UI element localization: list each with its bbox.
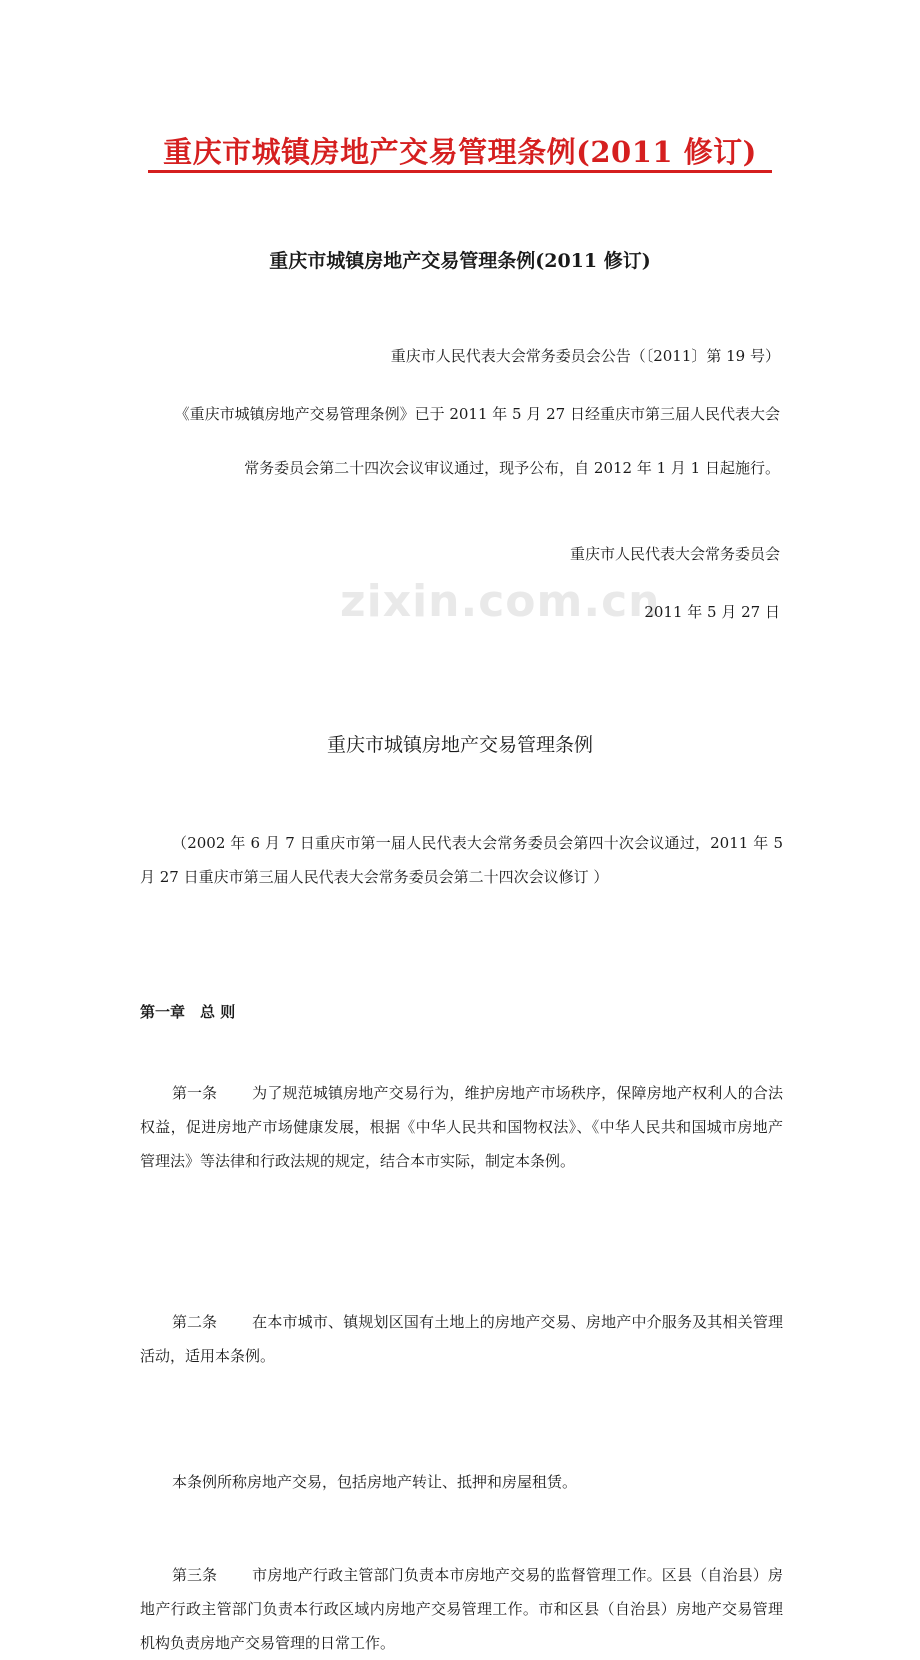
document-main-title: 重庆市城镇房地产交易管理条例(2011 修订): [163, 135, 757, 169]
article-label: 第二条: [172, 1313, 218, 1331]
article-label: 第三条: [172, 1566, 218, 1584]
watermark-text: zixin.com.cn: [340, 576, 661, 627]
law-name-heading: 重庆市城镇房地产交易管理条例: [326, 734, 593, 756]
announcement-line-3: 常务委员会第二十四次会议审议通过，现予公布，自 2012 年 1 月 1 日起施行。: [244, 459, 780, 477]
announcement-issuer: 重庆市人民代表大会常务委员会: [569, 545, 780, 563]
document-sub-title: 重庆市城镇房地产交易管理条例(2011 修订): [269, 250, 651, 272]
chapter-heading: 第一章 总 则: [140, 1003, 236, 1021]
article-label: 第一条: [172, 1084, 218, 1102]
article-1: [140, 1076, 783, 1178]
announcement-date: 2011 年 5 月 27 日: [644, 603, 780, 621]
article-2: [140, 1305, 783, 1373]
article-3: [140, 1558, 783, 1660]
announcement-line-2: 《重庆市城镇房地产交易管理条例》已于 2011 年 5 月 27 日经重庆市第三届人民代表大会: [174, 405, 780, 423]
article-text: 为了规范城镇房地产交易行为，维护房地产市场秩序，保障房地产权利人的合法权益，促进房地产市场健康发展，根据《中华人民共和国物权法》、《中华人民共和国城市房地产管理法》等法律和行政法规的规定，结合本市实际，制定本条例。: [140, 1084, 783, 1170]
article-text: 市房地产行政主管部门负责本市房地产交易的监督管理工作。区县（自治县）房地产行政主管部门负责本行政区域内房地产交易管理工作。市和区县（自治县）房地产交易管理机构负责房地产交易管理的日常工作。: [140, 1566, 783, 1652]
article-text: 在本市城市、镇规划区国有土地上的房地产交易、房地产中介服务及其相关管理活动，适用本条例。: [140, 1313, 783, 1365]
article-2-paragraph-2: [140, 1465, 783, 1499]
law-history-note: （2002 年 6 月 7 日重庆市第一届人民代表大会常务委员会第四十次会议通过，2011 年 5 月 27 日重庆市第三届人民代表大会常务委员会第二十四次会议修订 ）: [140, 834, 783, 886]
announcement-number: 重庆市人民代表大会常务委员会公告（〔2011〕第 19 号）: [390, 347, 780, 365]
article-text: 本条例所称房地产交易，包括房地产转让、抵押和房屋租赁。: [172, 1473, 578, 1491]
